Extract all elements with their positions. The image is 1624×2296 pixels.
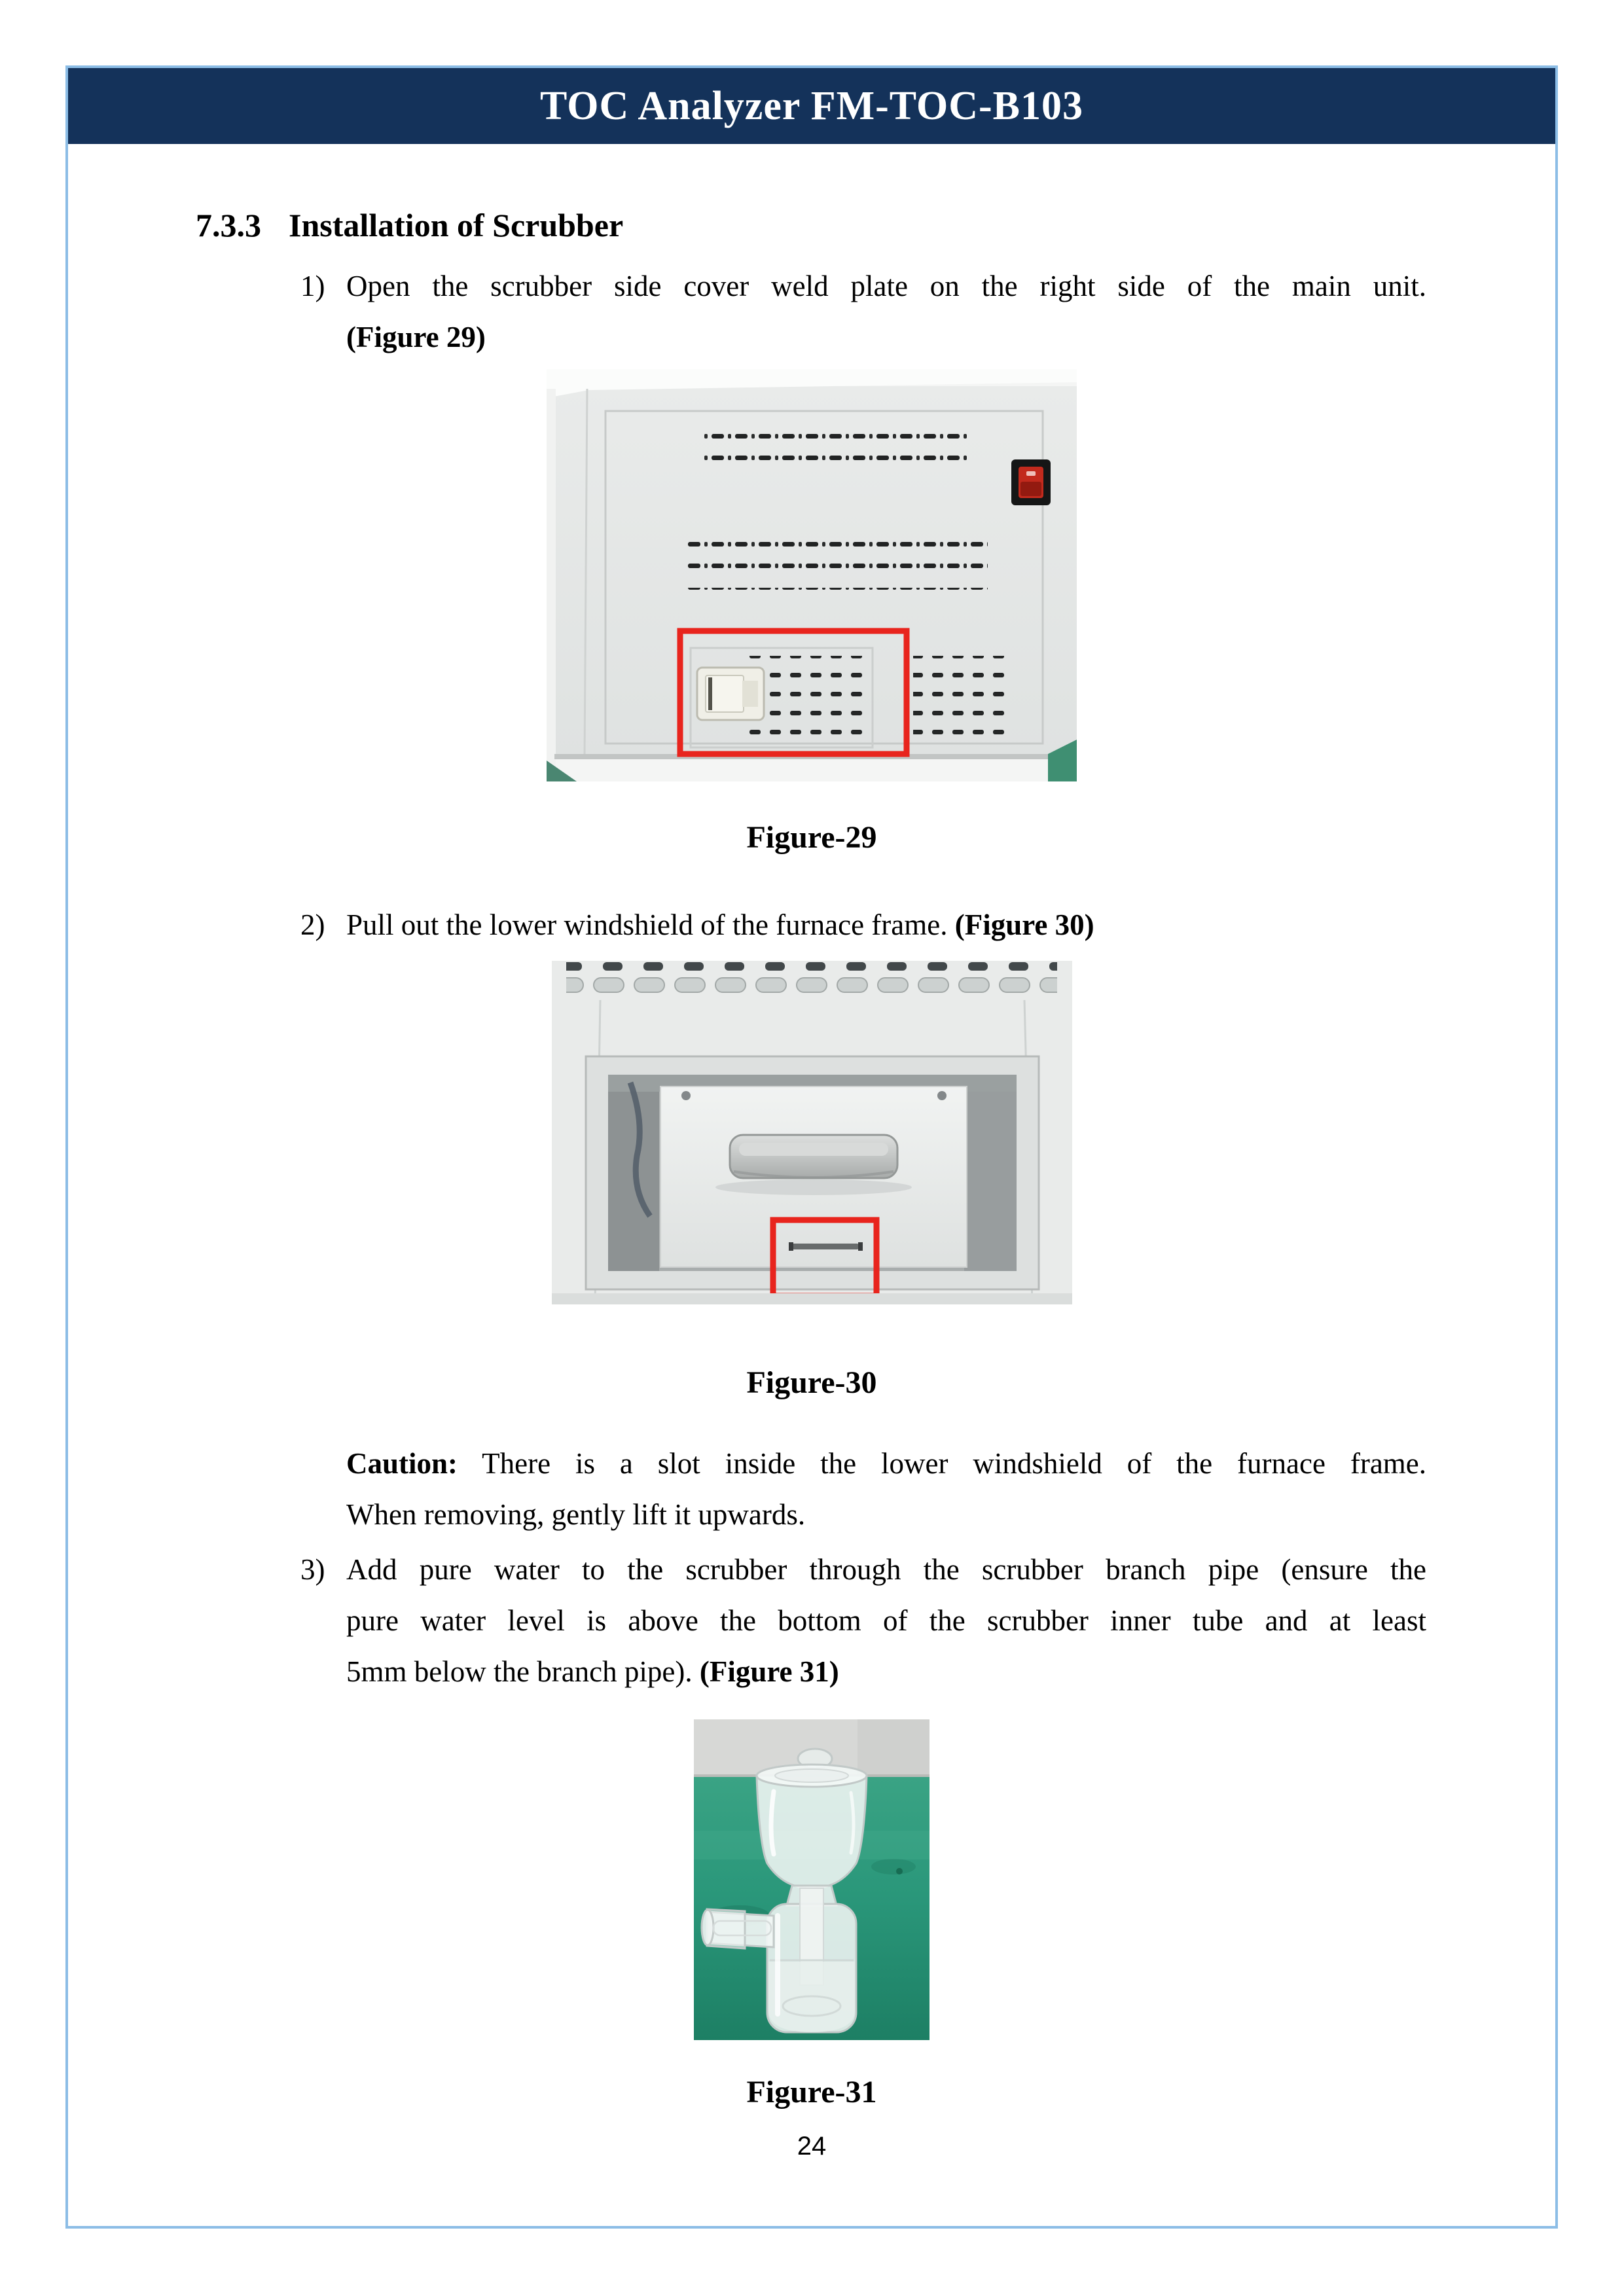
figure-30 [68, 961, 1555, 1304]
step-1-text [346, 260, 1426, 363]
page-number: 24 [797, 2132, 827, 2161]
step-3-line-2: pure water level is above the bottom of the scrubber inner tube and at least [346, 1604, 1426, 1637]
page-content [68, 144, 1555, 2166]
figure-29 [68, 369, 1555, 781]
step-2-line-1: Pull out the lower windshield of the furnace frame. [346, 908, 948, 941]
figure-29-photo [547, 369, 1077, 781]
figure-30-caption: Figure-30 [746, 1365, 877, 1400]
step-3-number: 3) [300, 1553, 325, 1586]
vent-slots [566, 961, 1057, 999]
section-number: 7.3.3 [196, 207, 261, 243]
screw [937, 1091, 947, 1100]
screw [681, 1091, 691, 1100]
page-border [65, 65, 1558, 2229]
section-title: Installation of Scrubber [289, 207, 624, 243]
step-3-line-1: Add pure water to the scrubber through the scrubber branch pipe (ensure the [346, 1553, 1426, 1586]
caution-line-2: When removing, gently lift it upwards. [346, 1498, 806, 1531]
caution-text: There is a slot inside the lower windshield of the furnace frame. [482, 1447, 1427, 1480]
figure-30-photo [552, 961, 1072, 1304]
access-latch [697, 668, 764, 720]
figure-31-photo [694, 1719, 929, 2040]
figure-29-caption: Figure-29 [746, 820, 877, 855]
caution-line-1 [346, 1438, 1426, 1489]
step-1-number: 1) [300, 270, 325, 302]
step-3-line-3: 5mm below the branch pipe). [346, 1655, 693, 1688]
figure-29-reference: (Figure 29) [346, 321, 486, 353]
step-1 [68, 260, 1555, 363]
document-title: TOC Analyzer FM-TOC-B103 [540, 83, 1083, 128]
power-switch [1011, 459, 1051, 505]
step-2-text [346, 899, 1426, 950]
vent-grille-lower [685, 588, 988, 596]
header-bar [68, 68, 1555, 144]
vent-grille-middle [685, 526, 988, 577]
section-heading [196, 199, 1555, 251]
vent-grille-top [702, 425, 967, 476]
step-1-line-1: Open the scrubber side cover weld plate on the right side of the main unit. [346, 270, 1426, 302]
caution-paragraph [346, 1438, 1426, 1540]
step-3-text [346, 1544, 1426, 1697]
figure-30-reference: (Figure 30) [954, 908, 1094, 941]
slot [791, 1244, 859, 1249]
figure-31-caption: Figure-31 [746, 2075, 877, 2109]
step-3 [68, 1544, 1555, 1697]
figure-31 [68, 1719, 1555, 2040]
caution-label: Caution: [346, 1447, 458, 1480]
step-2-number: 2) [300, 908, 325, 941]
vent-grille-right [913, 656, 1010, 740]
step-2 [68, 899, 1555, 950]
panel-handle [730, 1135, 897, 1178]
figure-31-reference: (Figure 31) [699, 1655, 839, 1688]
branch-pipe [702, 1909, 774, 1948]
